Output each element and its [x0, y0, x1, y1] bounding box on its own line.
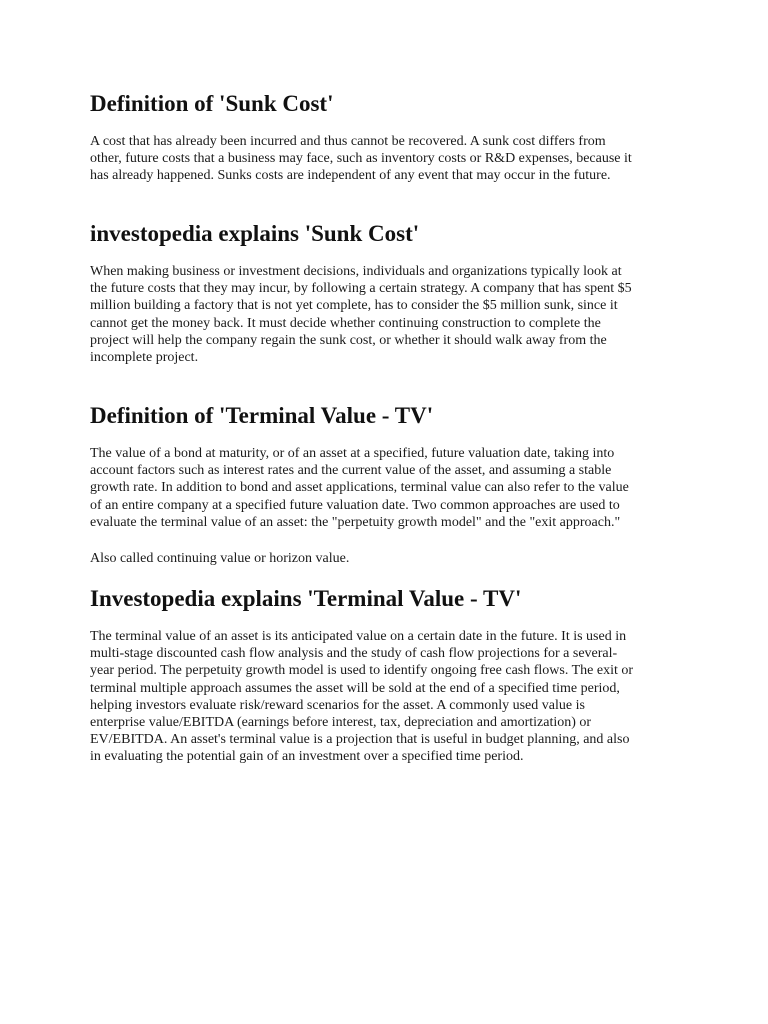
- paragraph-sunk-cost-definition: [90, 133, 632, 185]
- text-line: A cost that has already been incurred and thus cannot be recovered. A sunk cost differs from: [90, 134, 606, 149]
- text-line: project will help the company regain the sunk cost, or whether it should walk away from the: [90, 332, 607, 348]
- paragraph-terminal-value-definition: [90, 445, 629, 531]
- text-line: terminal multiple approach assumes the asset will be sold at the end of a specified time period,: [90, 680, 620, 696]
- text-line: year period. The perpetuity growth model is used to identify ongoing free cash flows. The exit or: [90, 663, 634, 679]
- text-line: helping investors evaluate risk/reward scenarios for the asset. A commonly used value is: [90, 697, 585, 713]
- text-line: has already happened. Sunks costs are independent of any event that may occur in the future.: [90, 168, 611, 184]
- text-line: When making business or investment decisions, individuals and organizations typically look at: [90, 264, 622, 279]
- text-line: enterprise value/EBITDA (earnings before interest, tax, depreciation and amortization) or: [90, 715, 592, 731]
- text-line: growth rate. In addition to bond and asset applications, terminal value can also refer to the value: [90, 480, 629, 496]
- paragraph-sunk-cost-explanation: [90, 263, 632, 366]
- paragraph-terminal-value-explanation: [90, 628, 633, 766]
- text-line: other, future costs that a business may face, such as inventory costs or R&D expenses, because it: [90, 151, 632, 167]
- text-line: evaluate the terminal value of an asset: the "perpetuity growth model" and the "exit approach.": [90, 514, 621, 530]
- text-line: multi-stage discounted cash flow analysis and the study of cash flow projections for a several-: [90, 646, 618, 662]
- heading-sunk-cost-definition: Definition of 'Sunk Cost': [90, 91, 334, 116]
- text-line: incomplete project.: [90, 350, 199, 366]
- heading-terminal-value-definition: Definition of 'Terminal Value - TV': [90, 403, 434, 428]
- paragraph-terminal-value-alias: [90, 550, 349, 567]
- text-line: cannot get the money back. It must decide whether continuing construction to complete the: [90, 315, 601, 331]
- text-line: EV/EBITDA. An asset's terminal value is a projection that is useful in budget planning, and also: [90, 732, 630, 748]
- text-line: in evaluating the potential gain of an investment over a specified time period.: [90, 749, 524, 765]
- text-line: the future costs that they may incur, by following a certain strategy. A company that has spent $5: [90, 281, 632, 297]
- text-line: account factors such as interest rates and the current value of the asset, and assuming a stable: [90, 463, 612, 479]
- text-line: million building a factory that is not yet complete, has to consider the $5 million sunk, since it: [90, 298, 618, 314]
- heading-terminal-value-explanation: Investopedia explains 'Terminal Value - TV': [90, 586, 522, 611]
- text-line: The value of a bond at maturity, or of an asset at a specified, future valuation date, taking into: [90, 446, 615, 461]
- text-line: The terminal value of an asset is its anticipated value on a certain date in the future. It is used in: [90, 629, 627, 644]
- text-line: of an entire company at a specified future valuation date. Two common approaches are used to: [90, 497, 620, 513]
- heading-sunk-cost-explanation: investopedia explains 'Sunk Cost': [90, 221, 420, 246]
- text-line: Also called continuing value or horizon value.: [90, 551, 350, 566]
